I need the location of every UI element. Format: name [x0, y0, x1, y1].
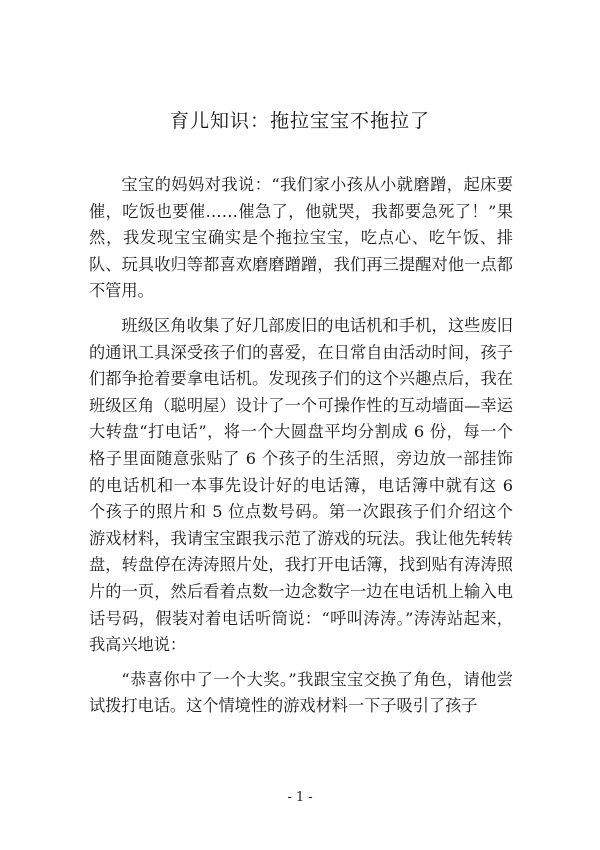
- document-body: [89, 172, 513, 720]
- page-number: - 1 -: [287, 790, 313, 805]
- paragraph-3: “恭喜你中了一个大奖。”我跟宝宝交换了角色，请他尝试拨打电话。这个情境性的游戏材料一下子吸引了孩子: [89, 669, 513, 716]
- paragraph-2: 班级区角收集了好几部废旧的电话机和手机，这些废旧的通讯工具深受孩子们的喜爱，在日常自由活动时间，孩子们都争抢着要拿电话机。发现孩子们的这个兴趣点后，我在班级区角（聪明屋）设计了一个可操作性的互动墙面—幸运大转盘“打电话”，将一个大圆盘平均分割成 6 份，每一个格子里面随意张贴了 6 个孩子的生活照，旁边放一部挂饰的电话机和一本事先设计好的电话簿，电话簿中就有这 6 个孩子的照片和 5 位点数号码。第一次跟孩子们介绍这个游戏材料，我请宝宝跟我示范了游戏的玩法。我让他先转转盘，转盘停在涛涛照片处，我打开电话簿，找到贴有涛涛照片的一页，然后看着点数一边念数字一边在电话机上输入电话号码，假装对着电话听筒说：“呼叫涛涛。”涛涛站起来，我高兴地说：: [89, 315, 513, 655]
- document-title: 育儿知识：拖拉宝宝不拖拉了: [169, 110, 430, 132]
- paragraph-1: 宝宝的妈妈对我说：“我们家小孩从小就磨蹭，起床要催，吃饭也要催……催急了，他就哭，我都要急死了！”果然，我发现宝宝确实是个拖拉宝宝，吃点心、吃午饭、排队、玩具收归等都喜欢磨磨蹭蹭，我们再三提醒对他一点都不管用。: [89, 175, 513, 301]
